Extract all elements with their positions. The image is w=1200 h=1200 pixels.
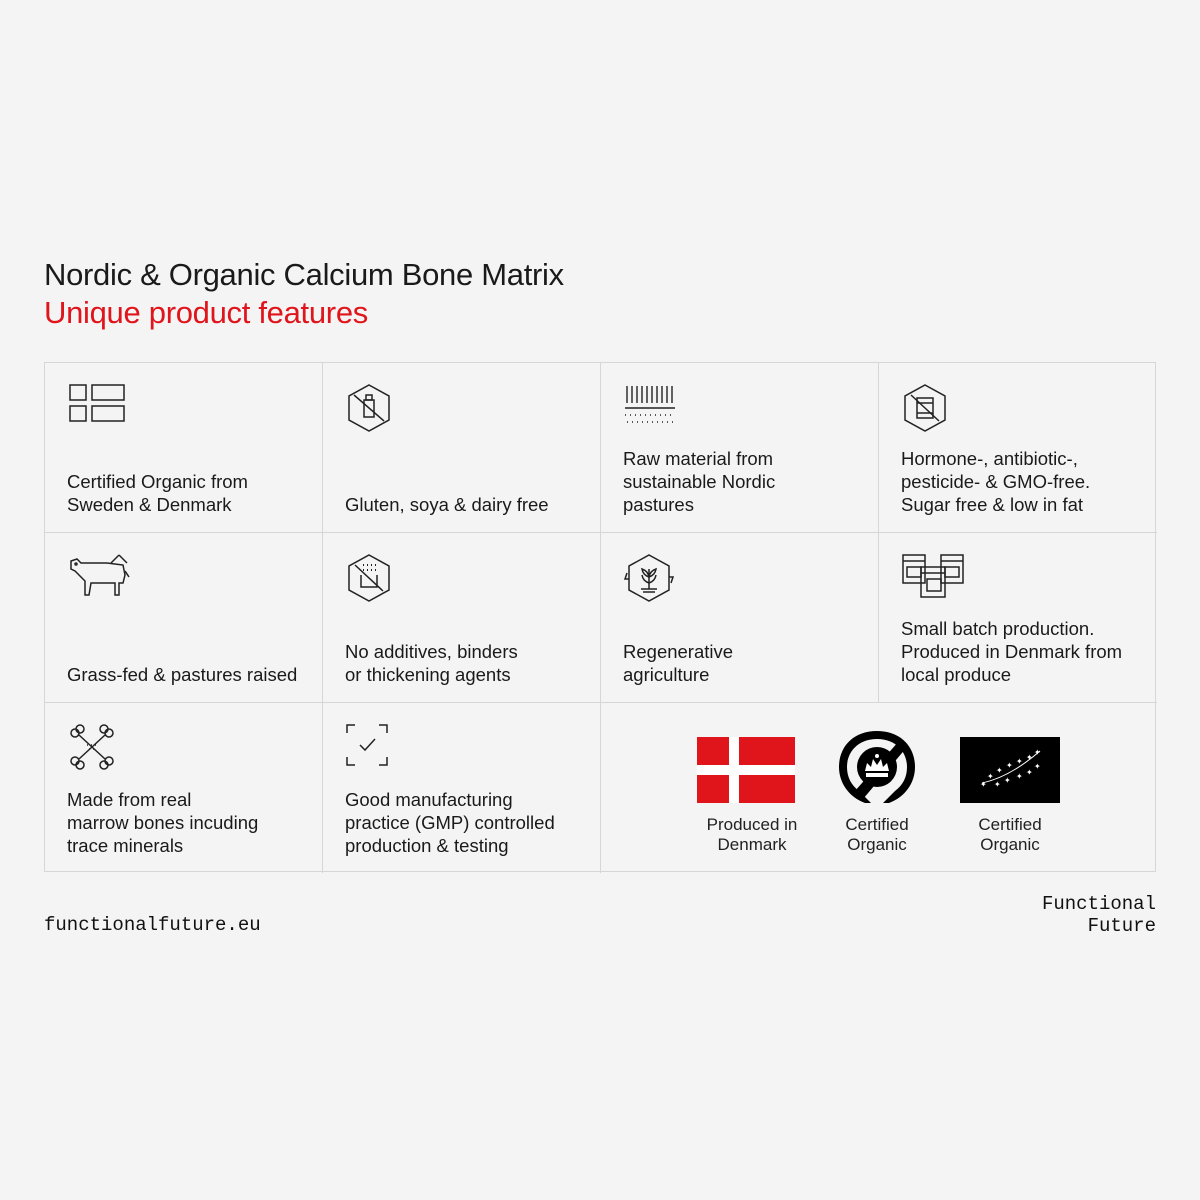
brand-line-2: Future [1087, 915, 1156, 937]
no-additives-icon [345, 553, 393, 605]
danish-flag-icon [697, 737, 807, 803]
feature-label: Certified Organic from Sweden & Denmark [67, 471, 248, 515]
certifications-cell [601, 703, 1157, 873]
eu-organic-leaf-icon [960, 737, 1060, 803]
feature-cell [45, 703, 323, 873]
small-batch-icon [901, 553, 967, 599]
no-hormone-icon [901, 383, 949, 435]
svg-text:✦: ✦ [980, 780, 987, 789]
svg-text:✦: ✦ [1006, 761, 1013, 770]
badge-caption: Certified Organic [845, 815, 909, 854]
feature-label: Gluten, soya & dairy free [345, 494, 549, 515]
feature-label: Small batch production. Produced in Denmark from local produce [901, 618, 1123, 685]
regenerative-plant-icon [623, 553, 675, 605]
brand-line-1: Functional [1041, 893, 1156, 915]
cow-icon [67, 553, 133, 601]
danish-organic-o-mark-icon [835, 727, 919, 807]
feature-label: Hormone-, antibiotic-, pesticide- & GMO-free. Sugar free & low in fat [901, 448, 1091, 515]
feature-cell [45, 533, 323, 703]
badge-danish-organic [827, 727, 927, 855]
svg-text:✦: ✦ [996, 766, 1003, 775]
svg-text:✦: ✦ [1026, 768, 1033, 777]
svg-text:✦: ✦ [1016, 772, 1023, 781]
no-bottle-icon [345, 383, 393, 435]
svg-text:✦: ✦ [1034, 748, 1041, 757]
feature-label: Grass-fed & pastures raised [67, 664, 298, 685]
badge-caption: Produced in Denmark [706, 815, 798, 854]
website-url[interactable]: functionalfuture.eu [44, 914, 261, 936]
feature-cell [45, 363, 323, 533]
page-title: Nordic & Organic Calcium Bone Matrix [44, 257, 564, 292]
feature-cell [601, 363, 879, 533]
badge-eu-organic [957, 737, 1063, 855]
feature-label: Made from real marrow bones incuding trace minerals [67, 789, 259, 856]
svg-text:✦: ✦ [1004, 776, 1011, 785]
feature-cell [323, 363, 601, 533]
feature-cell [601, 533, 879, 703]
badge-caption: Certified Organic [978, 815, 1042, 854]
svg-text:✦: ✦ [1016, 757, 1023, 766]
grass-pasture-icon [623, 383, 679, 431]
feature-label: No additives, binders or thickening agents [345, 641, 518, 685]
organic-grid-icon [67, 383, 127, 427]
feature-cell [323, 533, 601, 703]
svg-text:✦: ✦ [1034, 762, 1041, 771]
feature-cell [879, 363, 1157, 533]
badge-denmark [697, 737, 807, 855]
features-grid [44, 362, 1156, 872]
feature-label: Regenerative agriculture [623, 641, 734, 685]
feature-label: Raw material from sustainable Nordic pastures [623, 448, 776, 515]
svg-text:✦: ✦ [987, 772, 994, 781]
gmp-check-icon [345, 723, 391, 769]
svg-text:✦: ✦ [1026, 753, 1033, 762]
svg-text:✦: ✦ [994, 780, 1001, 789]
feature-cell [879, 533, 1157, 703]
page-subtitle: Unique product features [44, 295, 368, 330]
brand-wordmark [1042, 893, 1156, 937]
feature-label: Good manufacturing practice (GMP) controlled production & testing [345, 789, 555, 856]
marrow-bones-icon [67, 723, 117, 771]
feature-cell [323, 703, 601, 873]
